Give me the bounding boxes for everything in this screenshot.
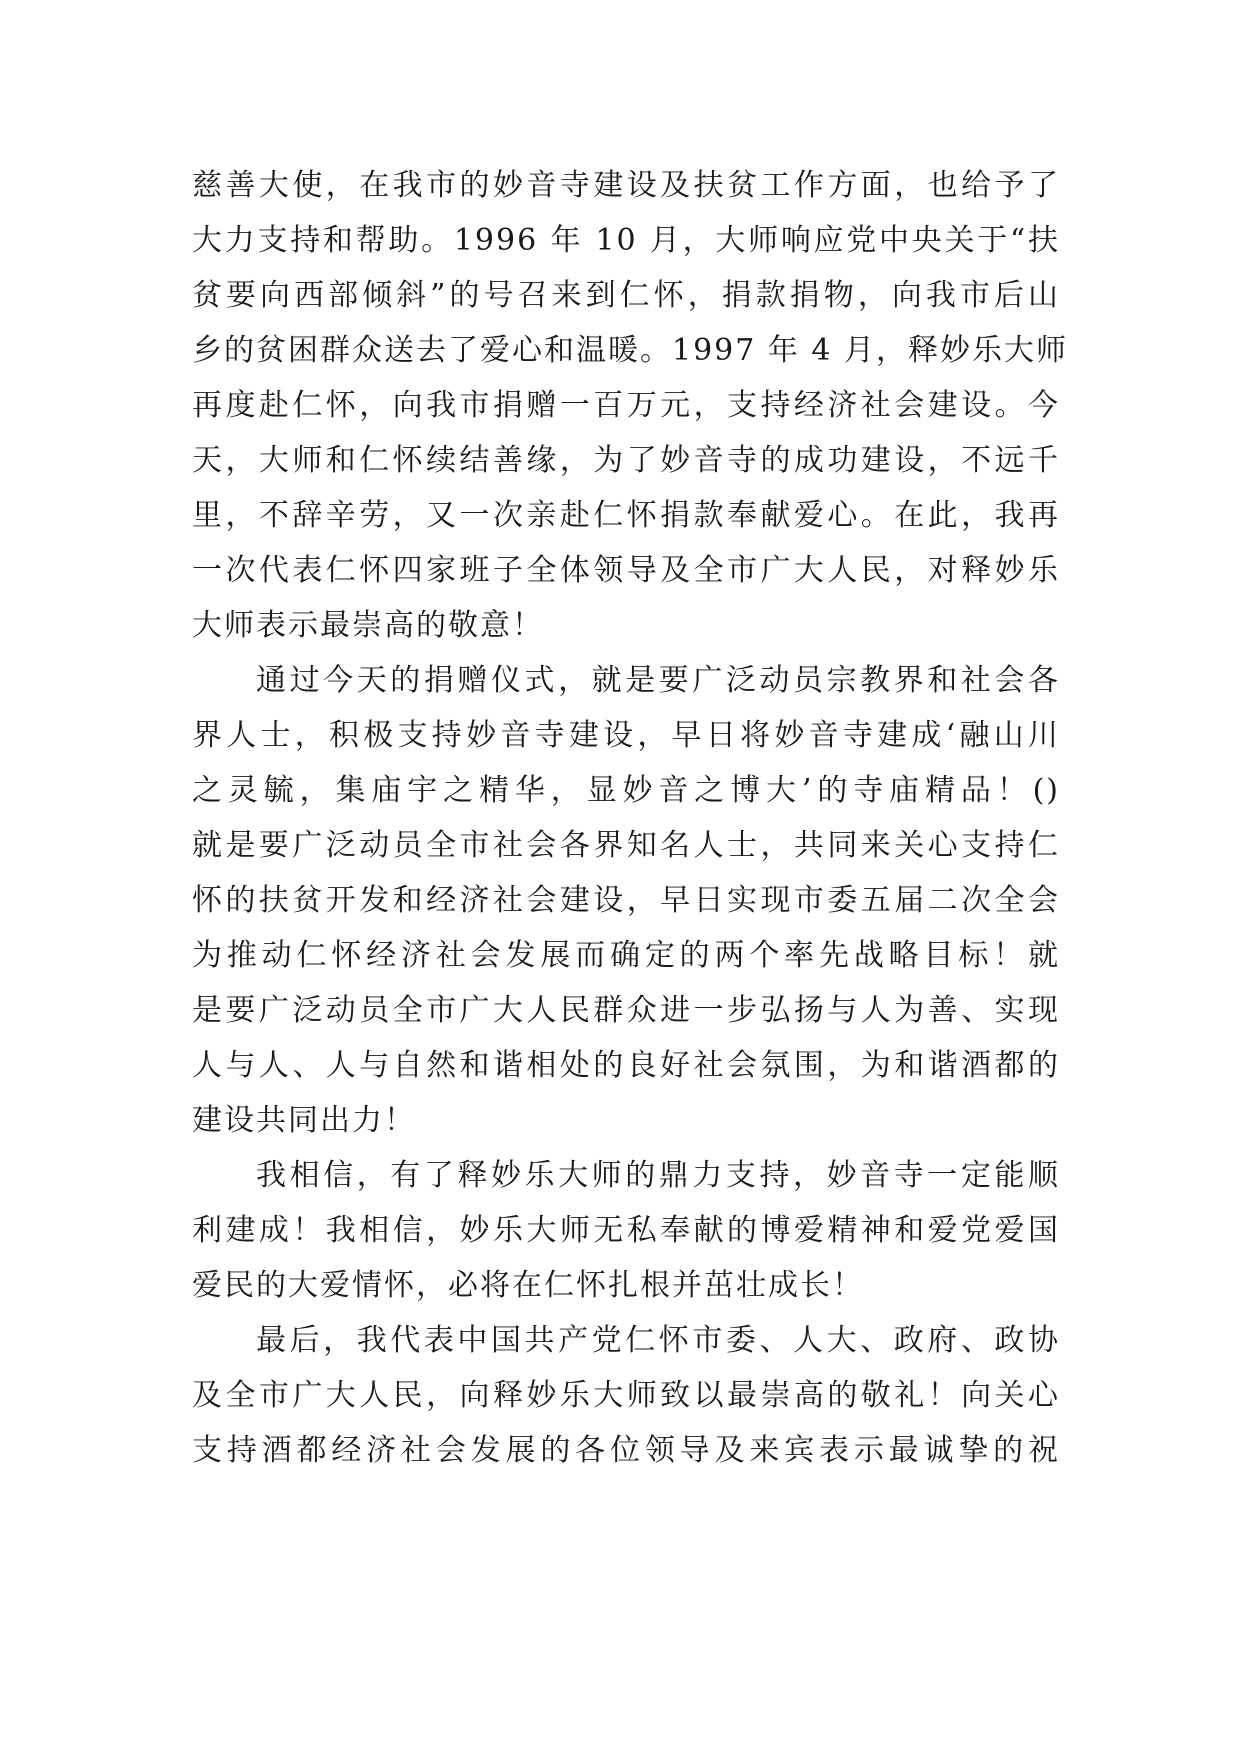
text-line: 为推动仁怀经济社会发展而确定的两个率先战略目标！就: [192, 938, 1060, 973]
text-line: 人与人、人与自然和谐相处的良好社会氛围，为和谐酒都的: [192, 1048, 1060, 1083]
text-line: 利建成！我相信，妙乐大师无私奉献的博爱精神和爱党爱国: [192, 1213, 1060, 1248]
text-line: 乡的贫困群众送去了爱心和温暖。1997 年 4 月，释妙乐大师: [192, 333, 1069, 368]
text-line: 怀的扶贫开发和经济社会建设，早日实现市委五届二次全会: [192, 883, 1060, 918]
text-line: 再度赴仁怀，向我市捐赠一百万元，支持经济社会建设。今: [192, 388, 1060, 423]
text-line: 慈善大使，在我市的妙音寺建设及扶贫工作方面，也给予了: [192, 168, 1060, 203]
text-line: 一次代表仁怀四家班子全体领导及全市广大人民，对释妙乐: [192, 553, 1060, 588]
text-line: 天，大师和仁怀续结善缘，为了妙音寺的成功建设，不远千: [192, 443, 1060, 478]
text-line: 支持酒都经济社会发展的各位领导及来宾表示最诚挚的祝: [192, 1433, 1060, 1468]
text-line: 及全市广大人民，向释妙乐大师致以最崇高的敬礼！向关心: [192, 1378, 1060, 1413]
text-line: 建设共同出力！: [192, 1103, 416, 1138]
text-line: 我相信，有了释妙乐大师的鼎力支持，妙音寺一定能顺: [256, 1158, 1060, 1193]
text-line: 就是要广泛动员全市社会各界知名人士，共同来关心支持仁: [192, 828, 1060, 863]
text-line: 贫要向西部倾斜”的号召来到仁怀，捐款捐物，向我市后山: [192, 278, 1060, 313]
paragraph-4: [192, 1313, 1060, 1478]
document-body: [192, 158, 1069, 1478]
paragraph-3: [192, 1148, 1060, 1313]
text-line: 大师表示最崇高的敬意！: [192, 608, 544, 643]
text-line: 通过今天的捐赠仪式，就是要广泛动员宗教界和社会各: [256, 663, 1060, 698]
text-line: 之灵毓，集庙宇之精华，显妙音之博大’的寺庙精品！(): [192, 773, 1060, 808]
text-line: 大力支持和帮助。1996 年 10 月，大师响应党中央关于“扶: [192, 223, 1060, 258]
text-line: 里，不辞辛劳，又一次亲赴仁怀捐款奉献爱心。在此，我再: [192, 498, 1060, 533]
text-line: 是要广泛动员全市广大人民群众进一步弘扬与人为善、实现: [192, 993, 1060, 1028]
text-line: 爱民的大爱情怀，必将在仁怀扎根并茁壮成长！: [192, 1268, 864, 1303]
text-line: 界人士，积极支持妙音寺建设，早日将妙音寺建成‘融山川: [192, 718, 1060, 753]
paragraph-1: [192, 158, 1069, 653]
paragraph-2: [192, 653, 1060, 1148]
text-line: 最后，我代表中国共产党仁怀市委、人大、政府、政协: [256, 1323, 1060, 1358]
